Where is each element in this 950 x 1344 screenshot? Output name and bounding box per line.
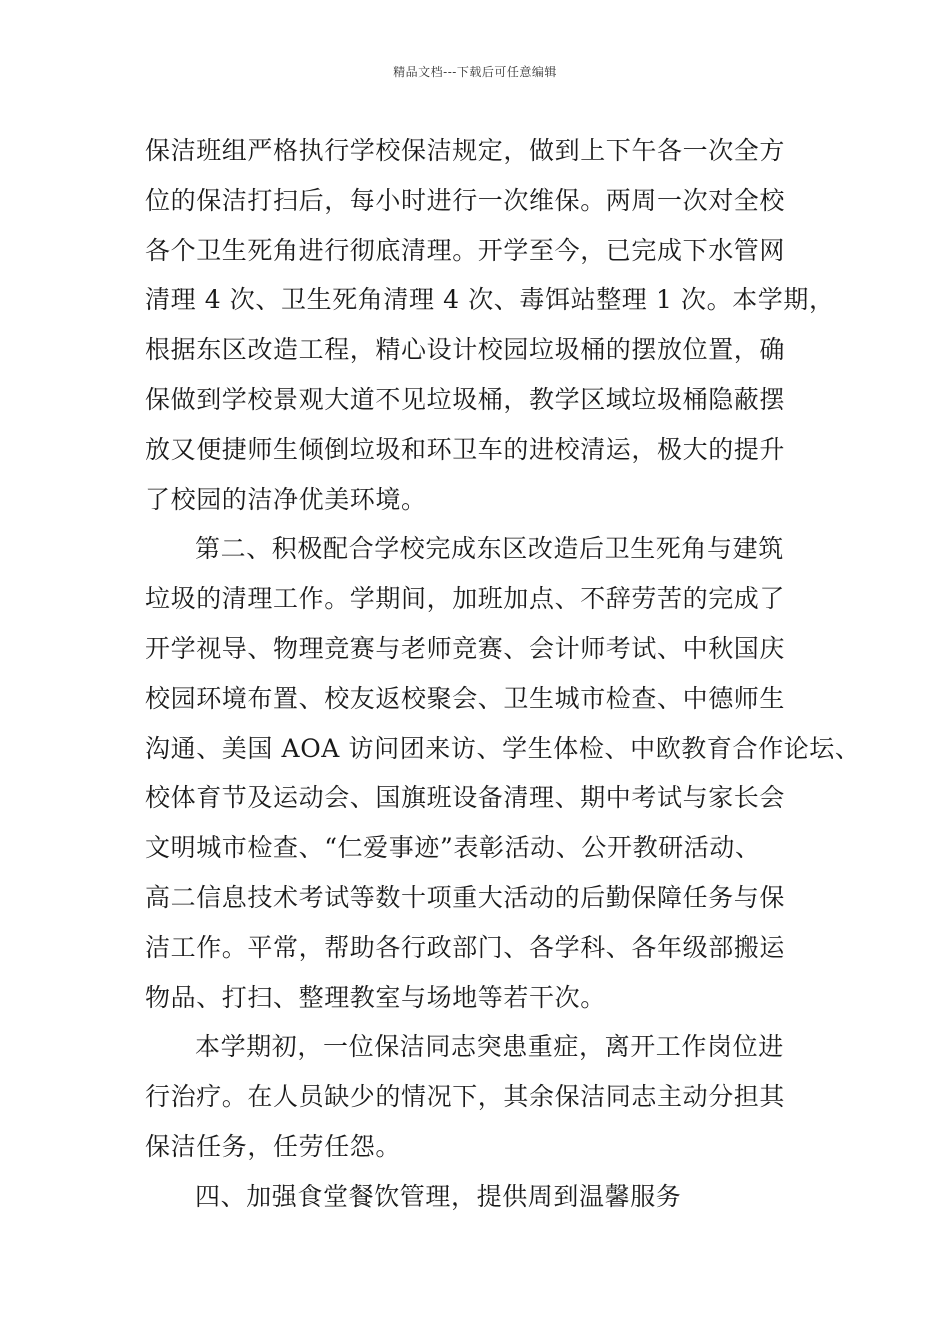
text-line: 根据东区改造工程，精心设计校园垃圾桶的摆放位置，确 — [145, 335, 786, 365]
text-line: 垃圾的清理工作。学期间，加班加点、不辞劳苦的完成了 — [145, 584, 786, 614]
text-line: 放又便捷师生倾倒垃圾和环卫车的进校清运，极大的提升 — [145, 434, 786, 464]
paragraph-cleaning-routine — [145, 126, 865, 524]
text-line: 校体育节及运动会、国旗班设备清理、期中考试与家长会 — [145, 783, 786, 813]
document-body — [145, 126, 865, 1222]
text-line: 第二、积极配合学校完成东区改造后卫生死角与建筑 — [195, 534, 784, 564]
text-line: 行治疗。在人员缺少的情况下，其余保洁同志主动分担其 — [145, 1082, 786, 1112]
text-line: 保做到学校景观大道不见垃圾桶，教学区域垃圾桶隐蔽摆 — [145, 384, 786, 414]
section-heading-canteen — [145, 1172, 865, 1222]
paragraph-staff-illness — [145, 1022, 865, 1171]
text-line: 开学视导、物理竞赛与老师竞赛、会计师考试、中秋国庆 — [145, 633, 786, 663]
text-line: 沟通、美国 AOA 访问团来访、学生体检、中欧教育合作论坛、 — [145, 733, 861, 763]
page-header: 精品文档---下载后可任意编辑 — [393, 65, 557, 79]
text-line: 位的保洁打扫后，每小时进行一次维保。两周一次对全校 — [145, 185, 786, 215]
text-line: 洁工作。平常，帮助各行政部门、各学科、各年级部搬运 — [145, 932, 786, 962]
text-line: 文明城市检查、“仁爱事迹”表彰活动、公开教研活动、 — [145, 833, 761, 863]
text-line: 保洁任务，任劳任怨。 — [145, 1131, 402, 1161]
text-line: 了校园的洁净优美环境。 — [145, 484, 427, 514]
section-heading: 四、加强食堂餐饮管理，提供周到温馨服务 — [195, 1181, 682, 1211]
text-line: 保洁班组严格执行学校保洁规定，做到上下午各一次全方 — [145, 136, 786, 165]
text-line: 物品、打扫、整理教室与场地等若干次。 — [145, 982, 606, 1012]
text-line: 本学期初，一位保洁同志突患重症，离开工作岗位进 — [195, 1032, 784, 1062]
text-line: 高二信息技术考试等数十项重大活动的后勤保障任务与保 — [145, 882, 786, 912]
paragraph-second-item — [145, 524, 865, 1022]
text-line: 清理 4 次、卫生死角清理 4 次、毒饵站整理 1 次。本学期， — [145, 285, 835, 315]
text-line: 校园环境布置、校友返校聚会、卫生城市检查、中德师生 — [145, 683, 786, 713]
text-line: 各个卫生死角进行彻底清理。开学至今，已完成下水管网 — [145, 235, 786, 265]
